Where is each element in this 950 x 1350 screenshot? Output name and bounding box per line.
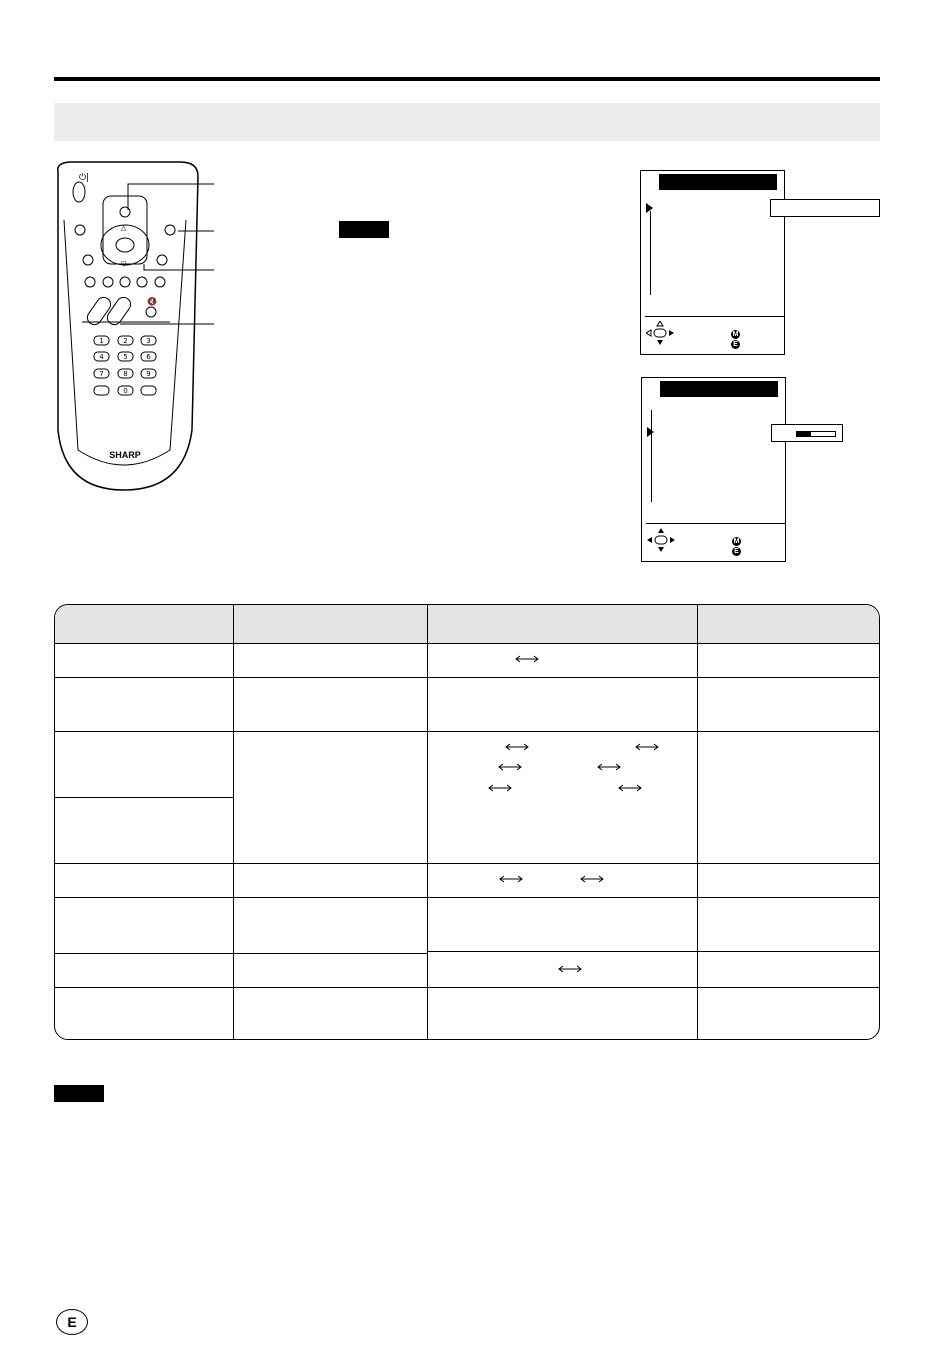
- svg-text:9: 9: [146, 370, 151, 378]
- svg-text:5: 5: [123, 353, 128, 361]
- svg-text:8: 8: [123, 370, 128, 378]
- svg-text:▽: ▽: [121, 260, 127, 268]
- double-arrow-icon: [498, 874, 524, 884]
- remote-brand-logo: SHARP: [109, 450, 141, 460]
- svg-text:⏻|: ⏻|: [79, 173, 90, 183]
- double-arrow-icon: [579, 874, 605, 884]
- svg-text:△: △: [121, 224, 127, 232]
- svg-text:1: 1: [99, 337, 104, 345]
- double-arrow-icon: [617, 783, 643, 793]
- page-language-marker: E: [56, 1309, 88, 1335]
- svg-text:6: 6: [146, 353, 151, 361]
- double-arrow-icon: [497, 762, 523, 772]
- svg-text:7: 7: [99, 370, 104, 378]
- menu-exit-icon: M E: [733, 538, 740, 555]
- menu-exit-icon: M E: [732, 331, 739, 348]
- navigation-pad-icon: [647, 528, 675, 552]
- svg-text:3: 3: [146, 337, 151, 345]
- settings-table: [54, 604, 880, 1040]
- note-badge: [54, 1085, 104, 1102]
- double-arrow-icon: [504, 742, 530, 752]
- osd-screen-2: [641, 377, 786, 562]
- double-arrow-icon: [557, 964, 583, 974]
- double-arrow-icon: [514, 654, 540, 664]
- navigation-pad-icon: [646, 321, 674, 345]
- osd-title-bar: [660, 381, 778, 397]
- level-bar-fill: [797, 432, 811, 436]
- svg-text:2: 2: [123, 337, 128, 345]
- double-arrow-icon: [634, 742, 660, 752]
- callout-leader-lines: [120, 176, 215, 328]
- svg-text:🔇: 🔇: [147, 297, 157, 306]
- svg-text:4: 4: [99, 353, 104, 361]
- double-arrow-icon: [596, 762, 622, 772]
- note-badge-inline: [339, 221, 389, 238]
- table-header-row: [55, 605, 879, 644]
- osd-screen-1: [640, 170, 785, 355]
- osd-title-bar: [659, 174, 777, 190]
- double-arrow-icon: [487, 783, 513, 793]
- osd-callout-box: [770, 199, 880, 217]
- svg-text:0: 0: [123, 387, 128, 395]
- header-rule: [54, 77, 880, 81]
- level-bar-callout: [771, 424, 843, 442]
- section-title-bar: [54, 103, 880, 141]
